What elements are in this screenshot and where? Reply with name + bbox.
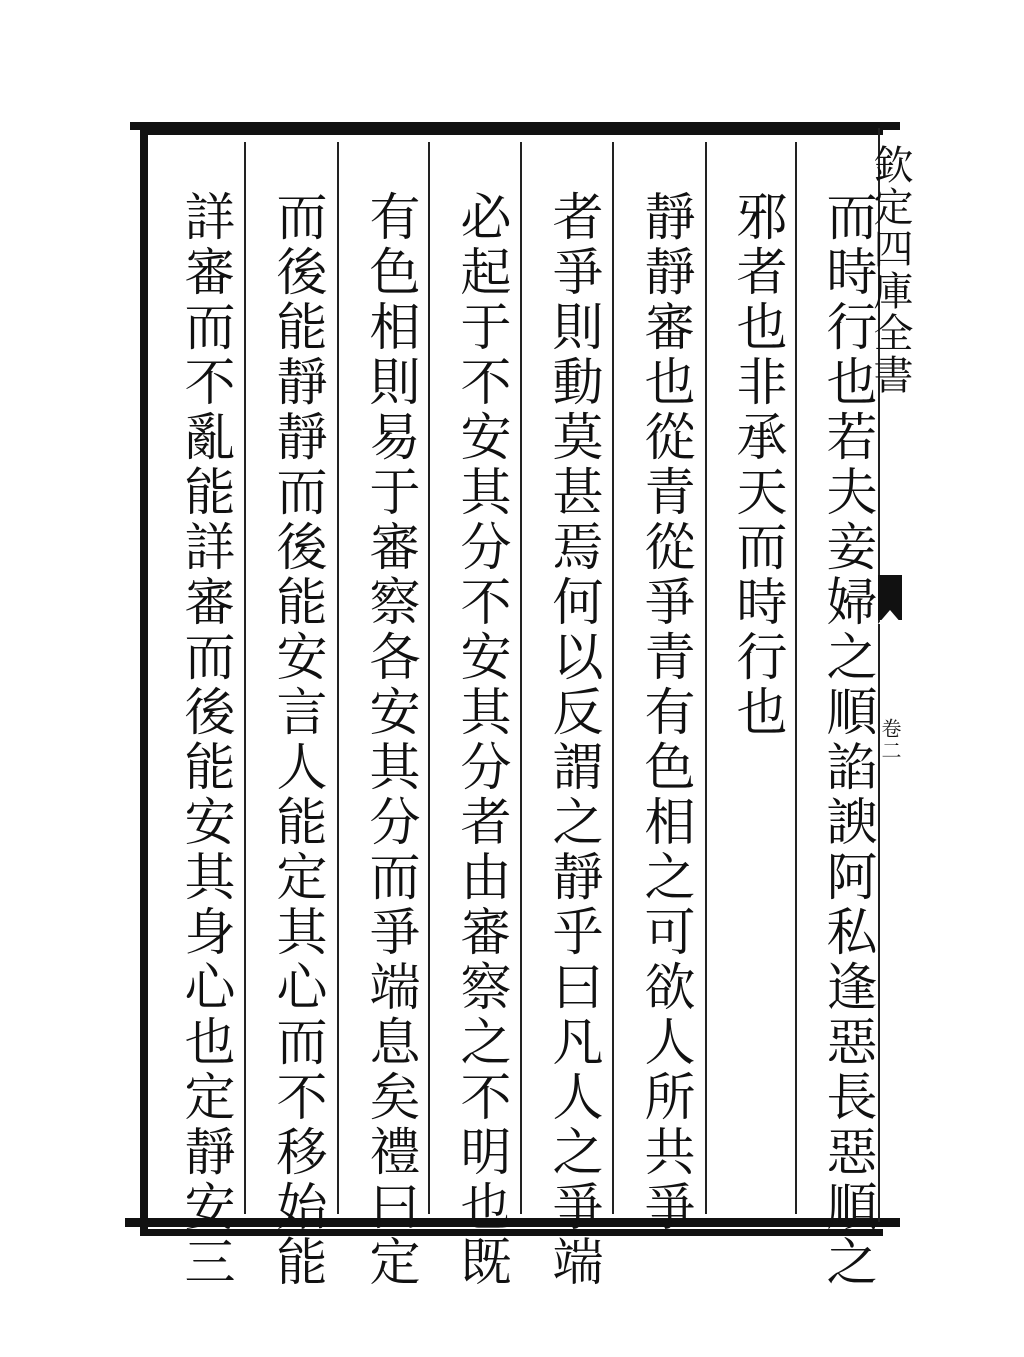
text-column-5: 必起于不安其分不安其分者由審察之不明也既 xyxy=(451,190,510,1290)
volume-label: 卷二 xyxy=(878,718,902,762)
column-divider xyxy=(705,142,707,1214)
margin-title: 欽定四庫全書 xyxy=(867,144,913,396)
text-column-6: 有色相則易于審察各安其分而爭端息矣禮曰定 xyxy=(360,190,419,1290)
column-divider xyxy=(520,142,522,1214)
text-column-7: 而後能靜靜而後能安言人能定其心而不移始能 xyxy=(267,190,326,1290)
text-column-1: 而時行也若夫妾婦之順諂諛阿私逢惡長惡順之 xyxy=(817,190,876,1290)
text-column-4: 者爭則動莫甚焉何以反謂之靜乎曰凡人之爭端 xyxy=(543,190,602,1290)
column-divider xyxy=(244,142,246,1214)
fishtail-mark xyxy=(878,575,902,620)
text-column-3: 靜靜審也從青從爭青有色相之可欲人所共爭 xyxy=(635,190,694,1235)
text-column-2: 邪者也非承天而時行也 xyxy=(727,190,786,740)
column-divider xyxy=(337,142,339,1214)
column-divider xyxy=(612,142,614,1214)
block-margin xyxy=(867,128,913,1222)
text-column-8: 詳審而不亂能詳審而後能安其身心也定靜安三 xyxy=(175,190,234,1290)
